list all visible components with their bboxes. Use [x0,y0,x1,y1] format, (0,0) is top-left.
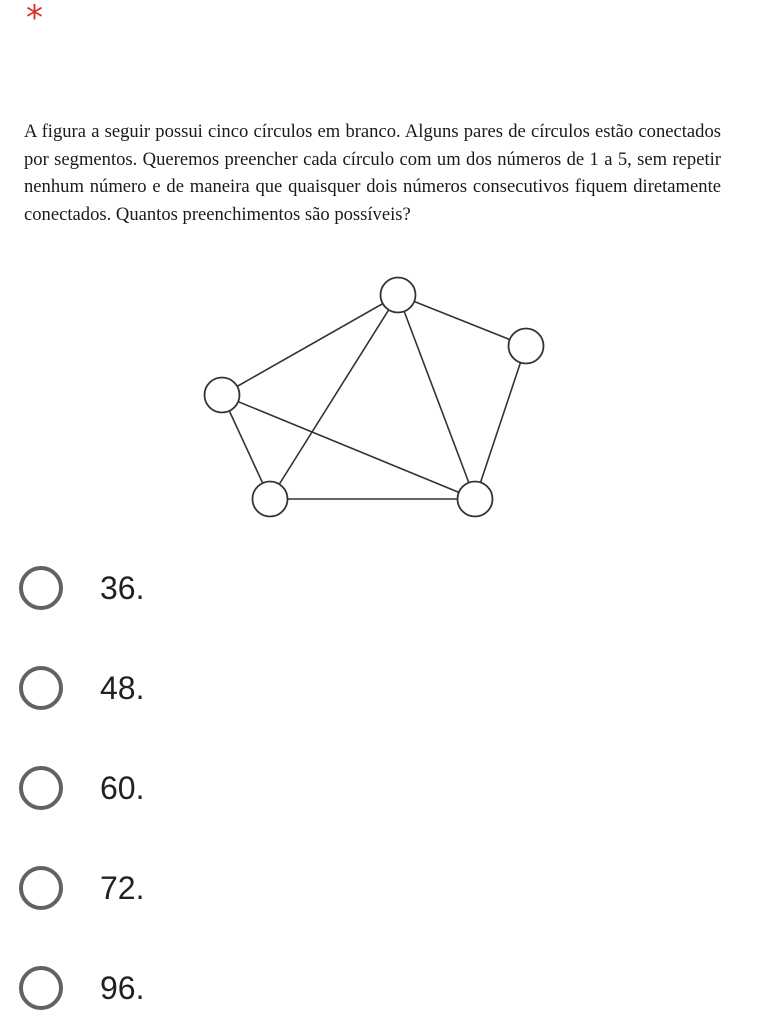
radio-button-icon[interactable] [19,966,63,1010]
option-label: 96. [100,970,145,1006]
graph-figure [180,265,560,530]
question-text: A figura a seguir possui cinco círculos em branco. Alguns pares de círculos estão conectados por segmentos. Queremos preencher cada círculo com um dos números de 1 a 5, sem repetir nenhum número e de maneira que quaisquer dois números consecutivos fiquem diretamente conectados. Quantos preenchimentos são possíveis? [24,121,721,225]
option-label: 72. [100,870,145,906]
radio-button-icon[interactable] [19,666,63,710]
option-label: 36. [100,570,145,606]
required-asterisk: * [26,0,43,38]
edge-top-bottomright [398,295,475,499]
option-48[interactable] [0,642,776,732]
edge-left-bottomright [222,395,475,499]
option-label: 60. [100,770,145,806]
radio-button-icon[interactable] [19,866,63,910]
node-bottom-left [253,482,288,517]
option-72[interactable] [0,842,776,932]
radio-button-icon[interactable] [19,566,63,610]
edge-right-bottomright [475,346,526,499]
edge-top-bottomleft [270,295,398,499]
graph-edges [222,295,526,499]
option-36[interactable] [0,542,776,632]
node-top [381,278,416,313]
option-96[interactable] [0,942,776,1032]
radio-button-icon[interactable] [19,766,63,810]
edge-top-right [398,295,526,346]
option-label: 48. [100,670,145,706]
node-right [509,329,544,364]
graph-diagram [180,265,560,530]
edge-top-left [222,295,398,395]
node-bottom-right [458,482,493,517]
node-left [205,378,240,413]
option-60[interactable] [0,742,776,832]
